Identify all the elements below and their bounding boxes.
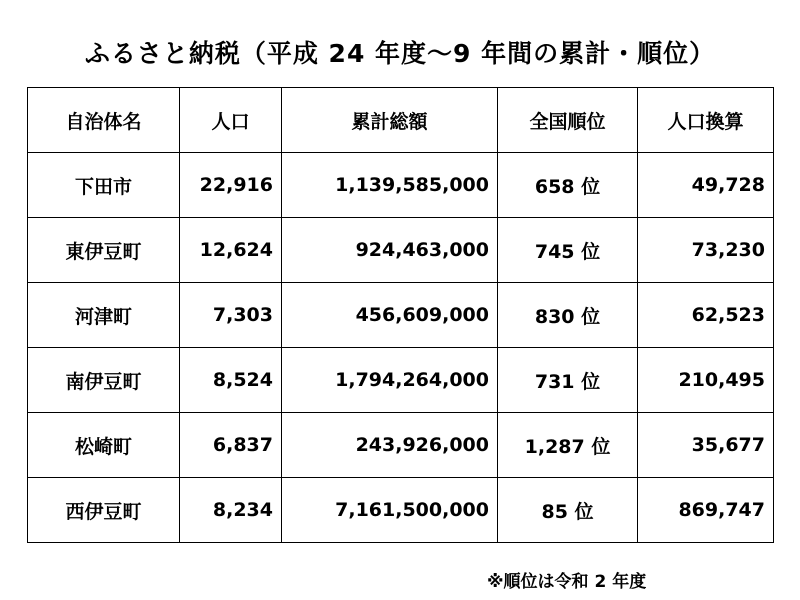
cell-population: 8,234 [180, 478, 282, 543]
table-row [28, 153, 774, 218]
cell-per-capita: 62,523 [638, 283, 774, 348]
cell-population: 22,916 [180, 153, 282, 218]
cell-municipality: 河津町 [28, 283, 180, 348]
cell-population: 12,624 [180, 218, 282, 283]
cell-population: 8,524 [180, 348, 282, 413]
cell-municipality: 下田市 [28, 153, 180, 218]
header-population: 人口 [180, 88, 282, 153]
cell-national-rank: 1,287 位 [498, 413, 638, 478]
cell-national-rank: 745 位 [498, 218, 638, 283]
cell-municipality: 東伊豆町 [28, 218, 180, 283]
cell-per-capita: 210,495 [638, 348, 774, 413]
furusato-tax-table [27, 87, 774, 543]
cell-cumulative-total: 7,161,500,000 [282, 478, 498, 543]
cell-national-rank: 731 位 [498, 348, 638, 413]
cell-cumulative-total: 243,926,000 [282, 413, 498, 478]
cell-municipality: 西伊豆町 [28, 478, 180, 543]
cell-cumulative-total: 1,794,264,000 [282, 348, 498, 413]
footnote: ※順位は令和 2 年度 [487, 572, 647, 592]
cell-national-rank: 830 位 [498, 283, 638, 348]
cell-municipality: 松崎町 [28, 413, 180, 478]
cell-national-rank: 658 位 [498, 153, 638, 218]
table-row [28, 218, 774, 283]
table-row [28, 348, 774, 413]
cell-municipality: 南伊豆町 [28, 348, 180, 413]
cell-per-capita: 35,677 [638, 413, 774, 478]
cell-population: 6,837 [180, 413, 282, 478]
header-cumulative-total: 累計総額 [282, 88, 498, 153]
table-header-row [28, 88, 774, 153]
cell-national-rank: 85 位 [498, 478, 638, 543]
header-municipality: 自治体名 [28, 88, 180, 153]
cell-cumulative-total: 924,463,000 [282, 218, 498, 283]
page-title: ふるさと納税（平成 24 年度〜9 年間の累計・順位） [84, 39, 716, 68]
table-row [28, 478, 774, 543]
table-row [28, 283, 774, 348]
table-row [28, 413, 774, 478]
header-national-rank: 全国順位 [498, 88, 638, 153]
header-per-capita: 人口換算 [638, 88, 774, 153]
cell-per-capita: 869,747 [638, 478, 774, 543]
cell-per-capita: 49,728 [638, 153, 774, 218]
cell-population: 7,303 [180, 283, 282, 348]
cell-per-capita: 73,230 [638, 218, 774, 283]
cell-cumulative-total: 456,609,000 [282, 283, 498, 348]
cell-cumulative-total: 1,139,585,000 [282, 153, 498, 218]
